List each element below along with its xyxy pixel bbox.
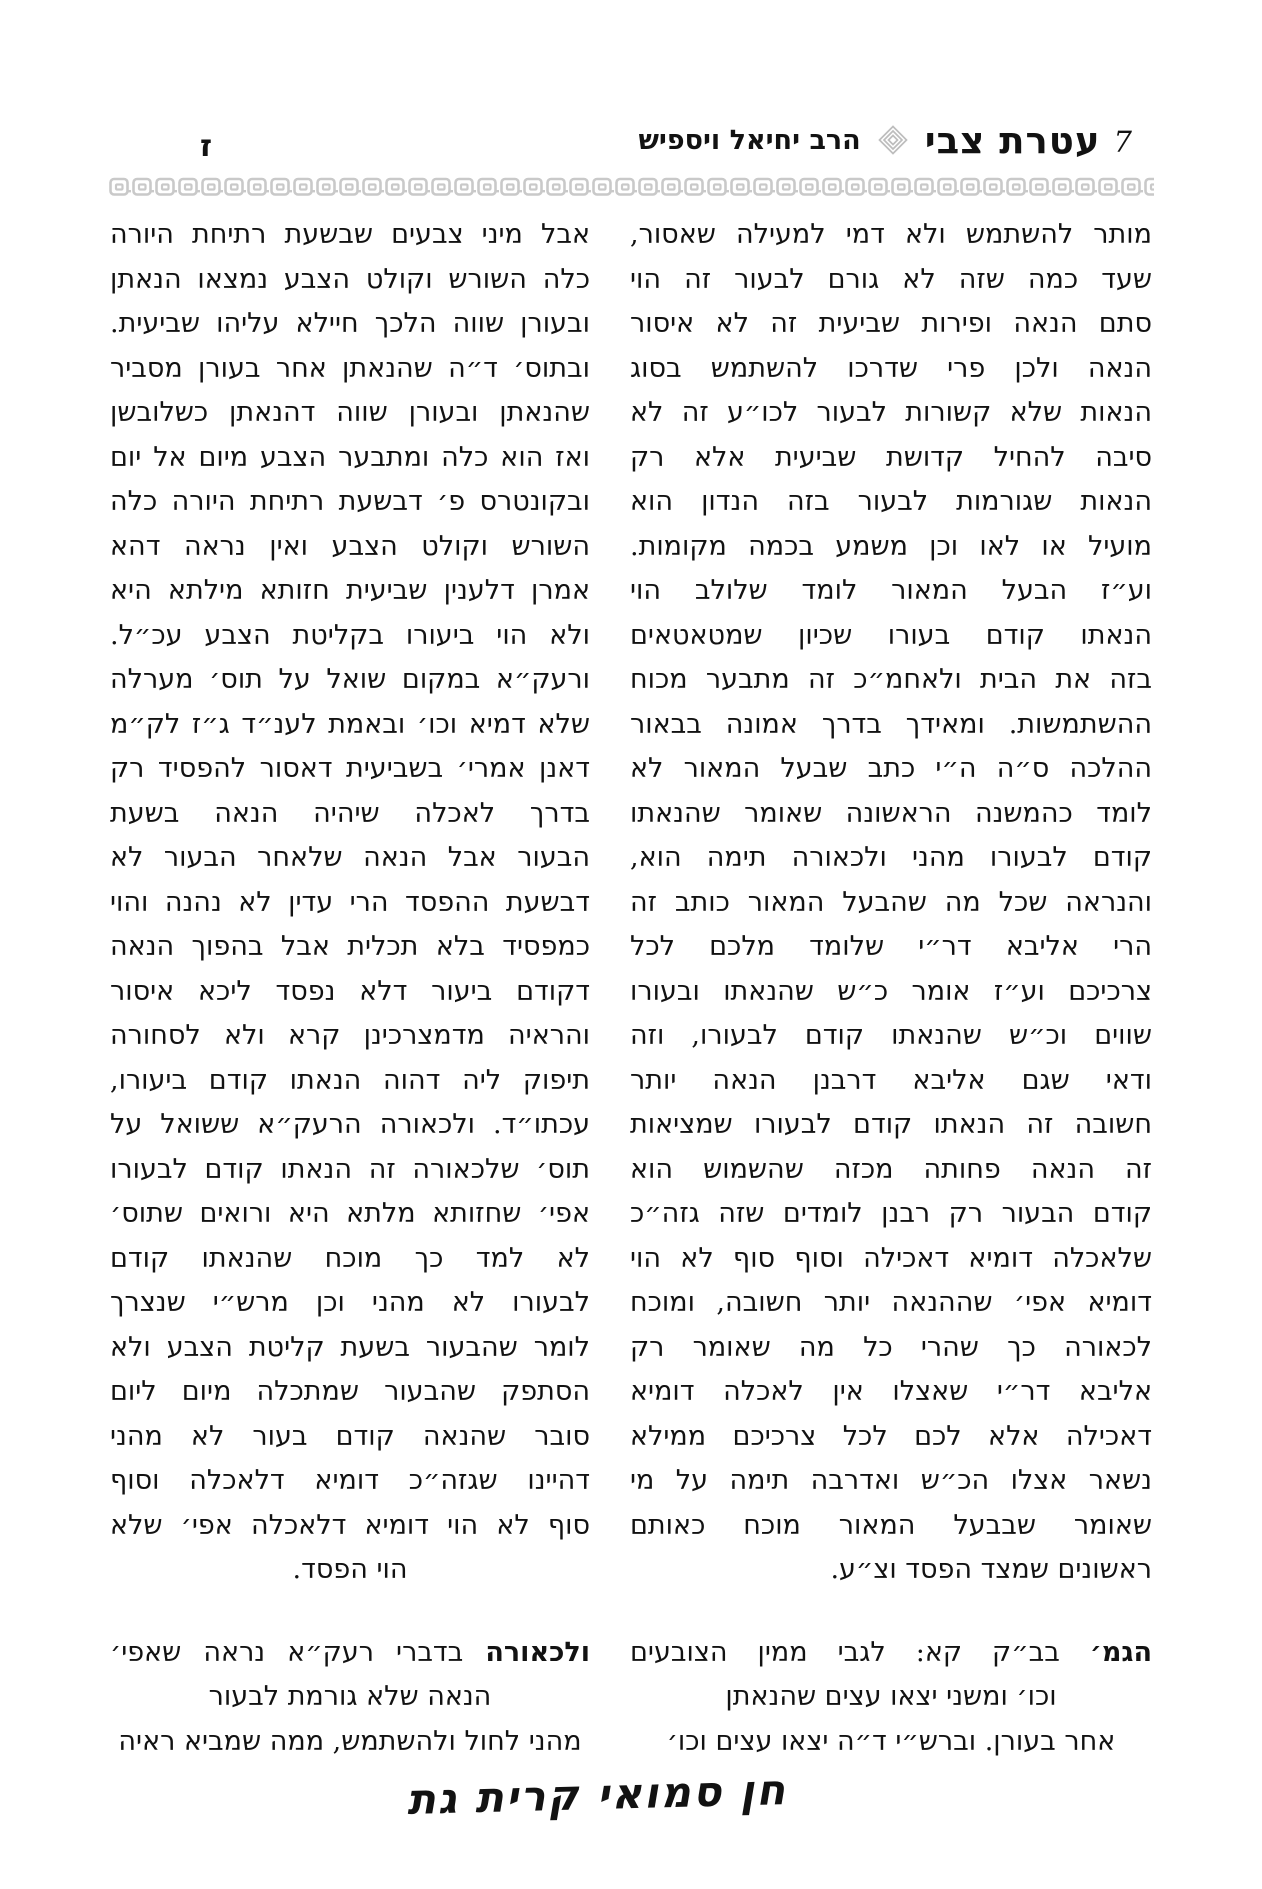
paragraph-continuation — [110, 1675, 590, 1764]
text-line: ודאי שגם אליבא דרבנן הנאה יותר — [630, 1064, 1152, 1096]
text-line: קודם הבעור רק רבנן לומדים שזה גזה״כ — [630, 1198, 1152, 1229]
text-line: ורעק״א במקום שואל על תוס׳ מערלה — [110, 664, 590, 695]
text-line: דאכילה אלא לכם לכל צרכיכם ממילא — [630, 1420, 1152, 1452]
text-line: ראשונים שמצד הפסד וצ״ע. — [830, 1554, 1152, 1585]
text-line: והראיה מדמצרכינן קרא ולא לסחורה — [110, 1020, 590, 1051]
text-line: דהיינו שגזה״כ דומיא דלאכלה וסוף — [110, 1465, 590, 1496]
left-column — [110, 213, 590, 1764]
text-line: הבעור אבל הנאה שלאחר הבעור לא — [110, 842, 590, 873]
text-line: וכו׳ ומשני יצאו עצים שהנאתן — [725, 1681, 1057, 1712]
meander-border-ornament — [108, 175, 1154, 201]
text-line: בזה את הבית ולאחמ״כ זה מתבער מכוח — [630, 664, 1152, 695]
text-line: וע״ז הבעל המאור לומד שלולב הוי — [630, 575, 1152, 606]
text-line — [110, 1631, 590, 1676]
page-number: 7 — [1113, 125, 1132, 159]
text-line: דומיא אפי׳ שההנאה יותר חשובה, ומוכח — [630, 1287, 1152, 1318]
text-line: דאנן אמרי׳ בשביעית דאסור להפסיד רק — [110, 753, 590, 784]
paragraph-lead-word: ולכאורה — [485, 1636, 590, 1668]
text-line: כמפסיד בלא תכלית אבל בהפוך הנאה — [110, 931, 590, 962]
text-line: הנאות שלא קשורות לבעור לכו״ע זה לא — [630, 397, 1152, 428]
text-line: סתם הנאה ופירות שביעית זה לא איסור — [630, 308, 1152, 339]
book-title: עטרת צבי — [924, 118, 1101, 162]
text-line: אליבא דר״י שאצלו אין לאכלה דומיא — [630, 1376, 1152, 1407]
folio-letter: ז — [200, 129, 213, 164]
paragraph-first-line: בב״ק קא: לגבי ממין הצובעים — [630, 1636, 1090, 1668]
paragraph-lead-word: הגמ׳ — [1089, 1636, 1152, 1668]
text-line: שלאכלה דומיא דאכילה וסוף סוף לא הוי — [630, 1242, 1152, 1274]
text-line: סוף לא הוי דומיא דלאכלה אפי׳ שלא — [110, 1509, 590, 1541]
text-line: אבל מיני צבעים שבשעת רתיחת היורה — [110, 219, 590, 250]
text-line: חשובה זה הנאתו קודם לבעורו שמציאות — [630, 1109, 1152, 1140]
page-header — [0, 118, 1262, 162]
text-line: אמרן דלענין שביעית חזותא מילתא היא — [110, 575, 590, 606]
text-line: צרכיכם וע״ז אומר כ״ש שהנאתו ובעורו — [630, 975, 1152, 1007]
text-line: ובעורן שווה הלכך חיילא עליהו שביעית. — [110, 308, 590, 339]
text-line: זה הנאה פחותה מכזה שהשמוש הוא — [630, 1153, 1152, 1185]
text-line: והנראה שכל מה שהבעל המאור כותב זה — [630, 886, 1152, 918]
text-line: מותר להשתמש ולא דמי למעילה שאסור, — [630, 219, 1152, 250]
text-line: כלה השורש וקולט הצבע נמצאו הנאתן — [110, 263, 590, 295]
left-column-conclusion-paragraph — [110, 1631, 590, 1765]
left-column-paragraph — [110, 213, 590, 1593]
nested-diamond-icon — [874, 125, 912, 155]
text-line: מועיל או לאו וכן משמע בכמה מקומות. — [630, 530, 1152, 562]
right-column — [630, 213, 1152, 1764]
text-line: דבשעת ההפסד הרי עדין לא נהנה והוי — [110, 886, 590, 918]
text-line: הנאות שגורמות לבעור בזה הנדון הוא — [630, 486, 1152, 517]
text-line: תוס׳ שלכאורה זה הנאתו קודם לבעורו — [110, 1153, 590, 1185]
text-line: הרי אליבא דר״י שלומד מלכם לכל — [630, 931, 1152, 962]
text-line: ההלכה ס״ה ה״י כתב שבעל המאור לא — [630, 753, 1152, 784]
text-line: הנאה ולכן פרי שדרכו להשתמש בסוג — [630, 352, 1152, 384]
text-line: בדרך לאכלה שיהיה הנאה בשעת — [110, 797, 590, 829]
text-line: לומר שהבעור בשעת קליטת הצבע ולא — [110, 1331, 590, 1363]
text-line: הוי הפסד. — [292, 1554, 408, 1585]
text-line: שאומר שבבעל המאור מוכח כאותם — [630, 1509, 1152, 1541]
text-line: ולא הוי ביעורו בקליטת הצבע עכ״ל. — [110, 619, 590, 651]
text-line: שלא דמיא וכו׳ ובאמת לענ״ד ג״ז לק״מ — [110, 708, 590, 740]
text-line: ובתוס׳ ד״ה שהנאתן אחר בעורן מסביר — [110, 352, 590, 384]
text-line: ההשתמשות. ומאידך בדרך אמונה בבאור — [630, 708, 1152, 740]
text-line: מהני לחול ולהשתמש, ממה שמביא ראיה — [118, 1725, 582, 1757]
text-line: שעד כמה שזה לא גורם לבעור זה הוי — [630, 263, 1152, 295]
text-line: תיפוק ליה דהוה הנאתו קודם ביעורו, — [110, 1064, 590, 1096]
right-column-paragraph — [630, 213, 1152, 1593]
text-line: אפי׳ שחזותא מלתא היא ורואים שתוס׳ — [110, 1198, 590, 1229]
text-line — [630, 1631, 1152, 1676]
text-line: קודם לבעורו מהני ולכאורה תימה הוא, — [630, 842, 1152, 873]
text-line: ואז הוא כלה ומתבער הצבע מיום אל יום — [110, 441, 590, 473]
text-line: לומד כהמשנה הראשונה שאומר שהנאתו — [630, 797, 1152, 829]
paragraph-continuation — [630, 1675, 1152, 1764]
text-line: הנאתו קודם בעורו שכיון שמטאטאים — [630, 619, 1152, 651]
text-line: ובקונטרס פ׳ דבשעת רתיחת היורה כלה — [110, 486, 590, 517]
text-line: דקודם ביעור דלא נפסד ליכא איסור — [110, 975, 590, 1007]
text-line: אחר בעורן. וברש״י ד״ה יצאו עצים וכו׳ — [666, 1725, 1116, 1757]
text-line: לבעורו לא מהני וכן מרש״י שנצרך — [110, 1287, 590, 1318]
handwritten-signature: חן סמואי קרית גת — [406, 1765, 788, 1824]
right-column-gemara-paragraph — [630, 1631, 1152, 1765]
text-line: שהנאתן ובעורן שווה דהנאתן כשלובשן — [110, 397, 590, 428]
paragraph-first-line: בדברי רעק״א נראה שאפי׳ — [110, 1636, 486, 1668]
text-line: לא למד כך מוכח שהנאתו קודם — [110, 1242, 590, 1274]
text-line: הנאה שלא גורמת לבעור — [208, 1681, 492, 1712]
text-line: נשאר אצלו הכ״ש ואדרבה תימה על מי — [630, 1465, 1152, 1496]
text-line: לכאורה כך שהרי כל מה שאומר רק — [630, 1331, 1152, 1363]
text-line: הסתפק שהבעור שמתכלה מיום ליום — [110, 1376, 590, 1407]
text-line: עכתו״ד. ולכאורה הרעק״א ששואל על — [110, 1109, 590, 1140]
text-line: שווים וכ״ש שהנאתו קודם לבעורו, וזה — [630, 1020, 1152, 1051]
text-line: סובר שהנאה קודם בעור לא מהני — [110, 1420, 590, 1452]
text-line: סיבה להחיל קדושת שביעית אלא רק — [630, 441, 1152, 473]
title-cluster — [638, 118, 1132, 162]
text-line: השורש וקולט הצבע ואין נראה דהא — [110, 530, 590, 562]
author-name: הרב יחיאל ויספיש — [638, 124, 861, 156]
two-column-text — [0, 213, 1262, 1764]
